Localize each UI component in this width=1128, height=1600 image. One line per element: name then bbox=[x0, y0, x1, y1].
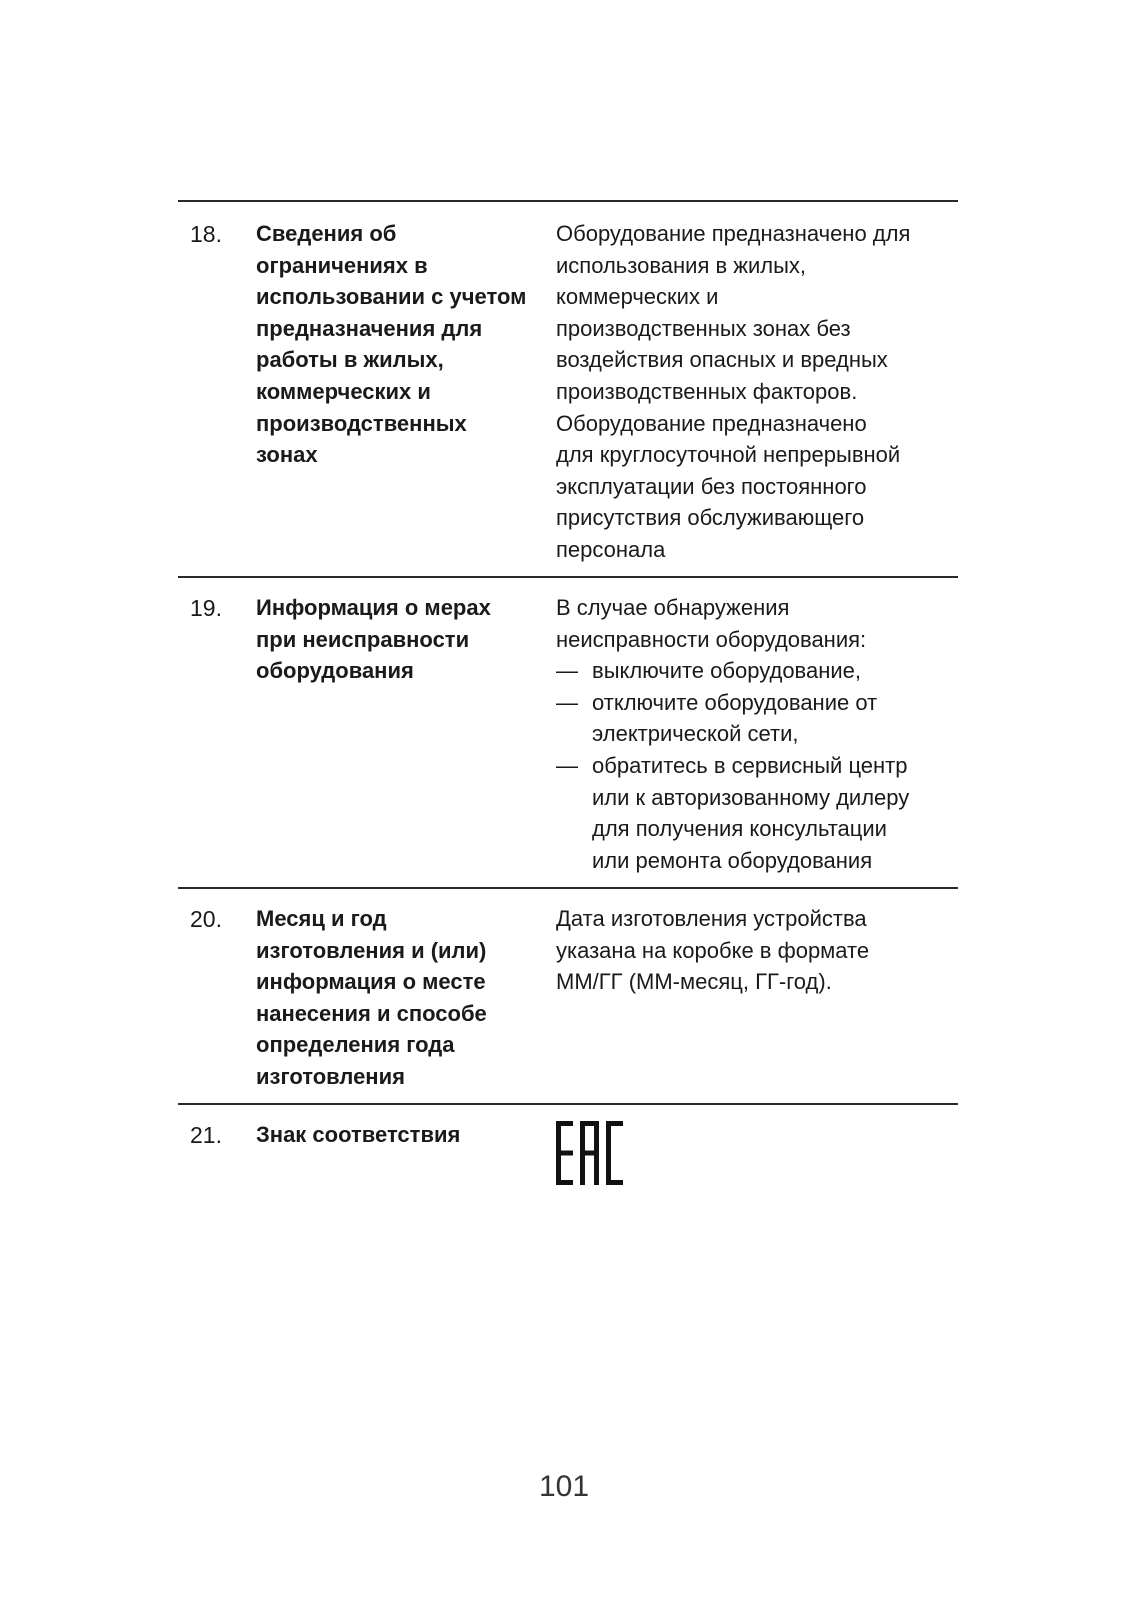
desc-line: ММ/ГГ (ММ-месяц, ГГ-год). bbox=[556, 969, 832, 995]
title-line: ограничениях в bbox=[256, 252, 428, 278]
eac-conformity-logo bbox=[556, 1121, 624, 1185]
page-number: 101 bbox=[538, 1470, 590, 1503]
desc-line: производственных зонах без bbox=[556, 315, 851, 341]
list-item-line: для получения консультации bbox=[592, 816, 887, 842]
title-line: оборудования bbox=[256, 658, 414, 684]
table-row-20 bbox=[178, 889, 958, 1105]
row-number: 19. bbox=[190, 595, 222, 621]
desc-line: производственных факторов. bbox=[556, 378, 858, 404]
info-table bbox=[178, 200, 958, 1205]
title-line: предназначения для bbox=[256, 315, 483, 341]
desc-line: указана на коробке в формате bbox=[556, 937, 870, 963]
title-line: изготовления и (или) bbox=[256, 937, 487, 963]
desc-line: Оборудование предназначено bbox=[556, 410, 867, 436]
desc-line: персонала bbox=[556, 536, 666, 562]
title-line: Месяц и год bbox=[256, 906, 387, 931]
list-item-line: или к авторизованному дилеру bbox=[592, 784, 910, 810]
desc-line: присутствия обслуживающего bbox=[556, 505, 865, 531]
table-row-19 bbox=[178, 578, 958, 889]
desc-line: использования в жилых, bbox=[556, 252, 807, 278]
desc-line: Дата изготовления устройства bbox=[556, 906, 867, 931]
row-number: 20. bbox=[190, 906, 222, 932]
dash-bullet: — bbox=[556, 752, 578, 778]
table-row-21 bbox=[178, 1105, 958, 1205]
desc-line: неисправности оборудования: bbox=[556, 626, 867, 652]
title-line: коммерческих и bbox=[256, 378, 431, 404]
list-item bbox=[556, 655, 956, 687]
desc-line: коммерческих и bbox=[556, 284, 719, 310]
row-title bbox=[256, 1119, 546, 1151]
title-line: при неисправности bbox=[256, 626, 470, 652]
list-item-line: или ремонта оборудования bbox=[592, 847, 873, 873]
row-number: 18. bbox=[190, 221, 222, 247]
dash-bullet: — bbox=[556, 689, 578, 715]
title-line: работы в жилых, bbox=[256, 347, 444, 373]
list-item-line: выключите оборудование, bbox=[592, 658, 862, 684]
title-line: изготовления bbox=[256, 1063, 405, 1089]
row-number: 21. bbox=[190, 1122, 222, 1148]
list-item-line: обратитесь в сервисный центр bbox=[592, 752, 908, 778]
list-item bbox=[556, 750, 956, 876]
list-item-line: электрической сети, bbox=[592, 721, 799, 747]
row-description bbox=[556, 592, 956, 876]
title-line: использовании с учетом bbox=[256, 284, 527, 310]
title-line: зонах bbox=[256, 442, 318, 468]
title-line: Сведения об bbox=[256, 221, 397, 246]
title-line: производственных bbox=[256, 410, 467, 436]
dash-bullet: — bbox=[556, 658, 578, 684]
row-title bbox=[256, 218, 546, 471]
title-line: определения года bbox=[256, 1032, 455, 1058]
desc-line: эксплуатации без постоянного bbox=[556, 473, 867, 499]
desc-line: Оборудование предназначено для bbox=[556, 221, 911, 246]
row-description bbox=[556, 218, 956, 566]
title-line: информация о месте bbox=[256, 969, 486, 995]
title-line: нанесения и способе bbox=[256, 1000, 487, 1026]
list-item bbox=[556, 687, 956, 750]
row-description bbox=[556, 903, 956, 998]
desc-line: для круглосуточной непрерывной bbox=[556, 442, 901, 468]
list-item-line: отключите оборудование от bbox=[592, 689, 878, 715]
title-line: Информация о мерах bbox=[256, 595, 491, 620]
row-title bbox=[256, 592, 546, 687]
desc-line: воздействия опасных и вредных bbox=[556, 347, 888, 373]
row-title bbox=[256, 903, 546, 1093]
title-line: Знак соответствия bbox=[256, 1122, 461, 1147]
desc-line: В случае обнаружения bbox=[556, 595, 790, 620]
table-row-18 bbox=[178, 202, 958, 578]
